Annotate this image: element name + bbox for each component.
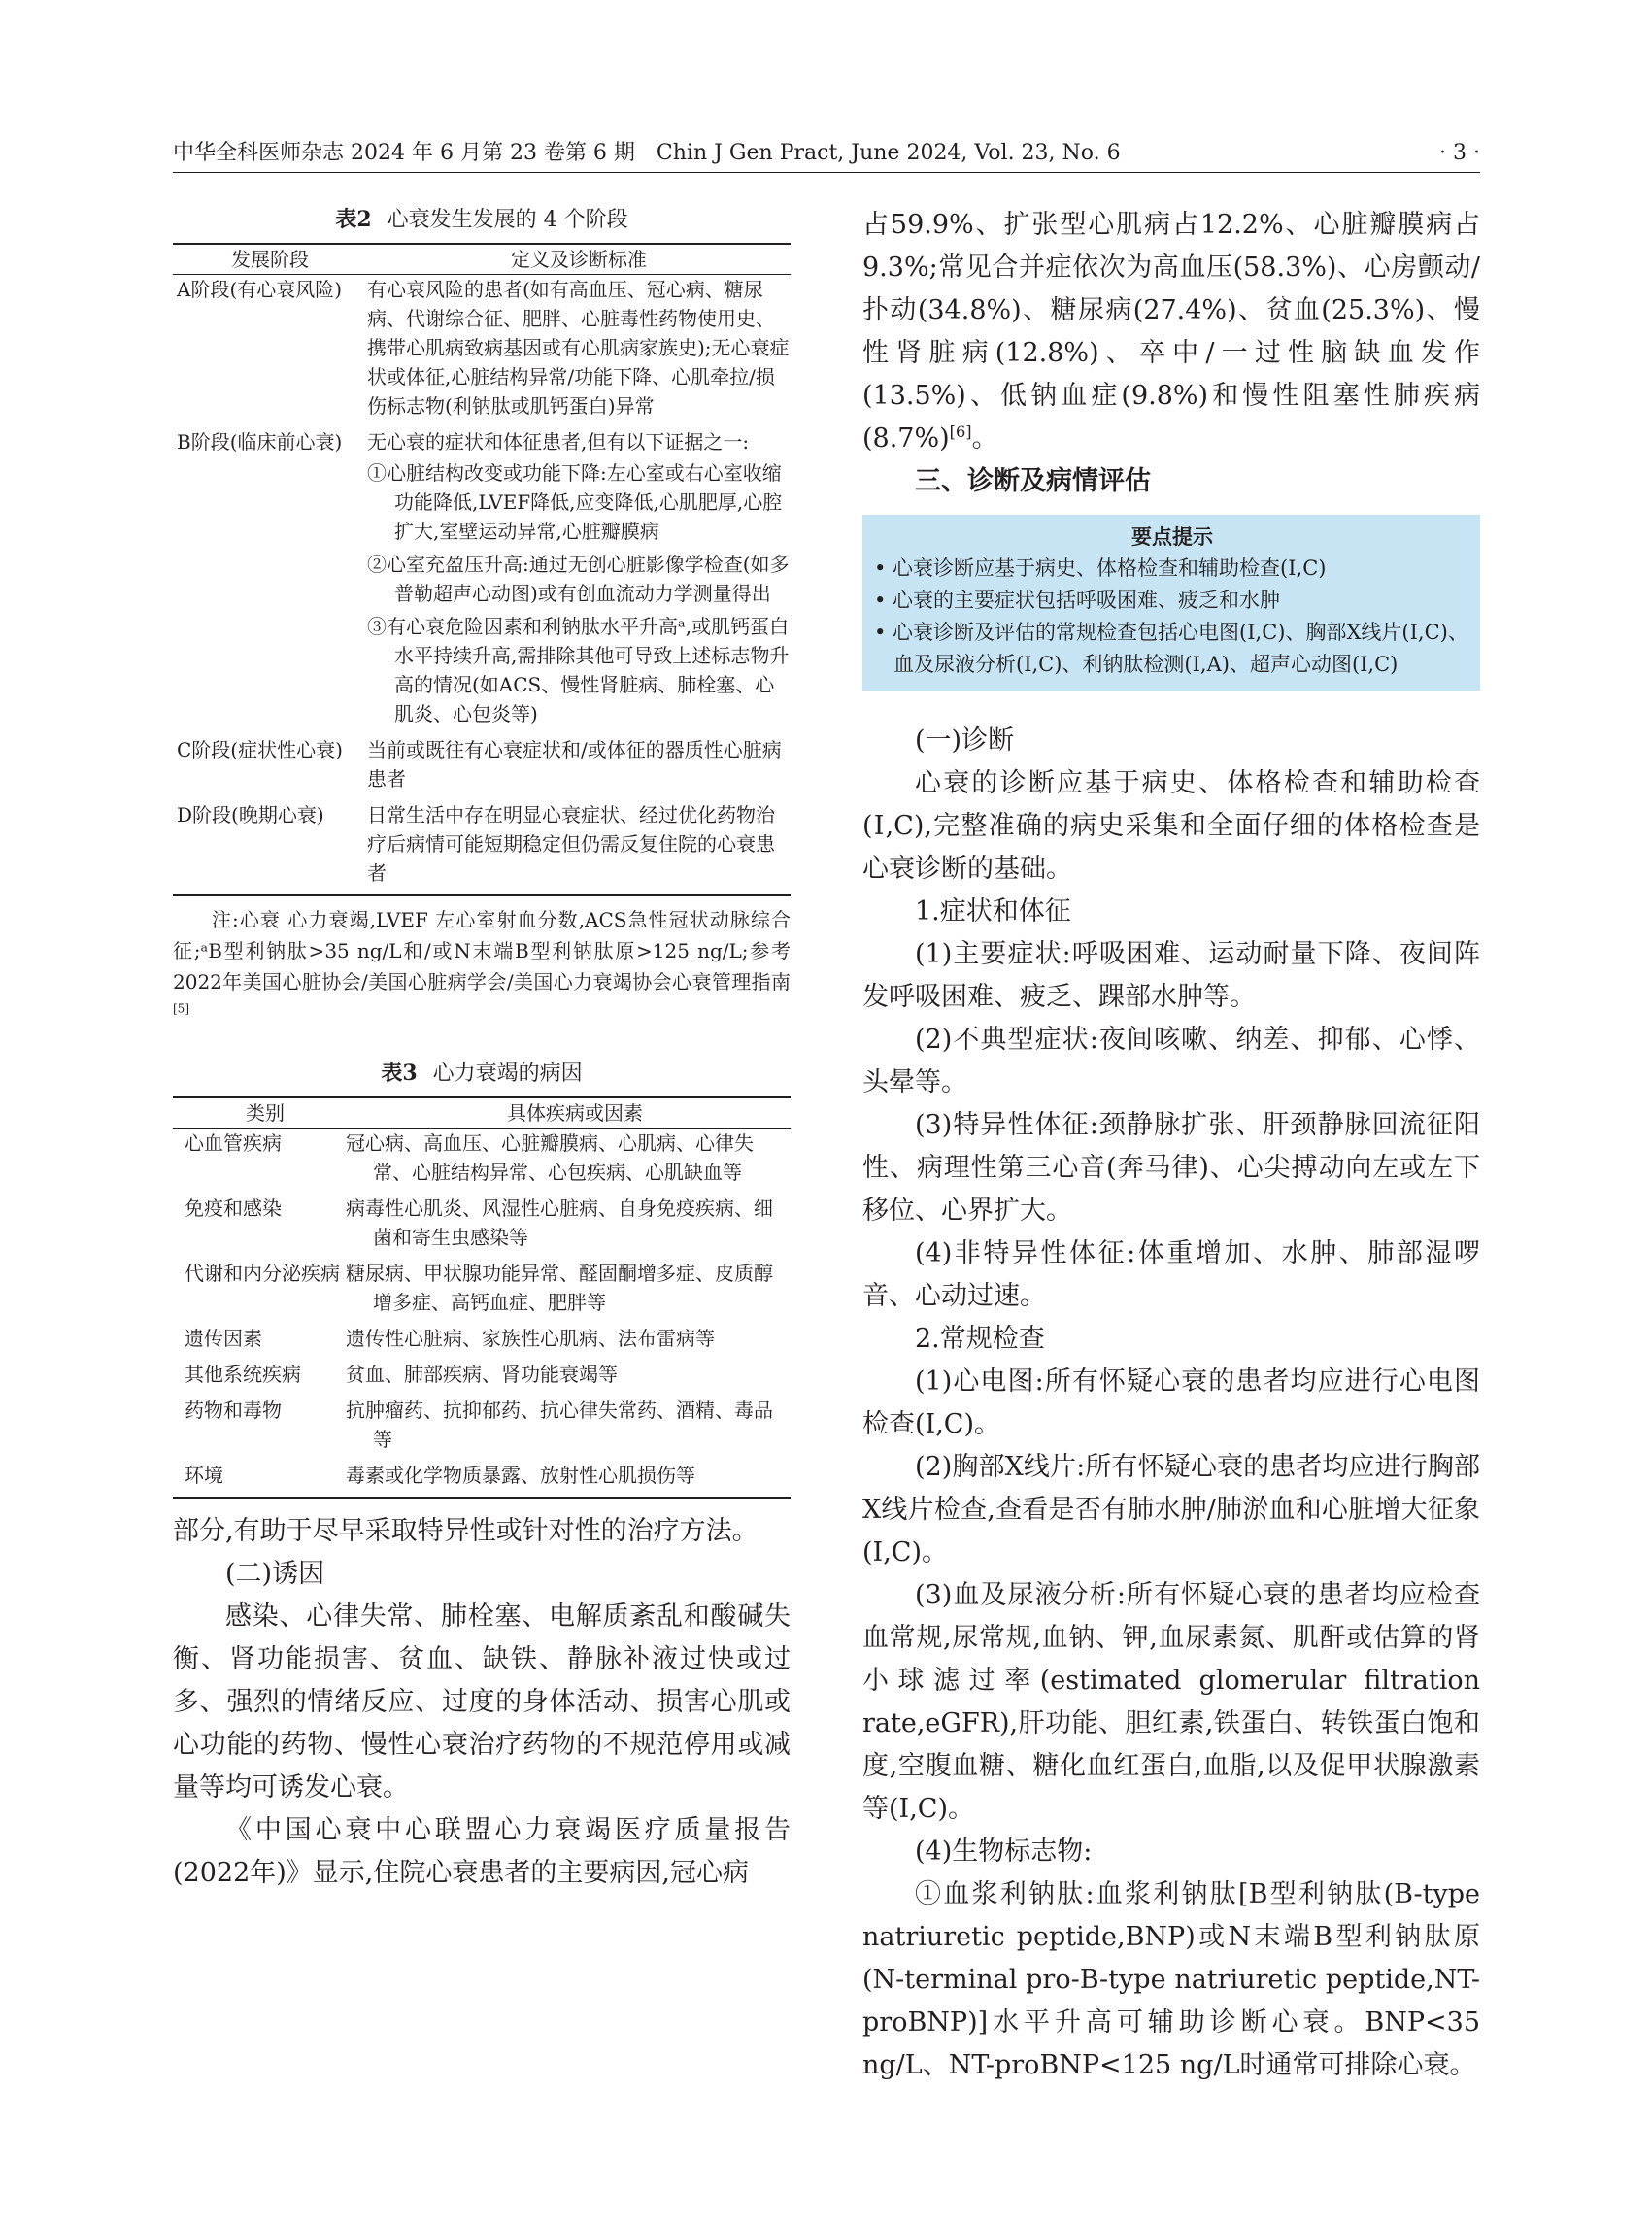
category-cell: 免疫和感染 [185,1197,282,1220]
paragraph: (1)心电图:所有怀疑心衰的患者均应进行心电图检查(Ⅰ,C)。 [862,1366,1480,1439]
criterion: ③有心衰危险因素和利钠肽水平升高ᵃ,或肌钙蛋白水平持续升高,需排除其他可导致上述标志物升高的情况(如ACS、慢性肾脏病、肺栓塞、心肌炎、心包炎等) [367,615,790,725]
category-cell: 遗传因素 [185,1327,262,1350]
table2-caption [173,204,791,243]
table2-note [173,904,791,1028]
paragraph: (2)不典型症状:夜间咳嗽、纳差、抑郁、心悸、头晕等。 [862,1025,1480,1097]
definition-cell: 日常生活中存在明显心衰症状、经过优化药物治疗后病情可能短期稳定但仍需反复住院的心衰患者 [367,803,775,885]
category-cell: 药物和毒物 [185,1399,282,1422]
paragraph: (2)胸部X线片:所有怀疑心衰的患者均应进行胸部X线片检查,查看是否有肺水肿/肺淤血和心脏增大征象(Ⅰ,C)。 [862,1452,1480,1568]
paragraph: (3)特异性体征:颈静脉扩张、肝颈静脉回流征阳性、病理性第三心音(奔马律)、心尖搏动向左或左下移位、心界扩大。 [862,1110,1480,1226]
table3-header [173,1098,791,1129]
subsection-heading: (一)诊断 [915,725,1015,756]
paragraph: (4)生物标志物: [915,1837,1093,1867]
items-cell: 冠心病、高血压、心脏瓣膜病、心肌病、心律失常、心脏结构异常、心包疾病、心肌缺血等 [346,1131,754,1184]
table3 [173,1096,791,1499]
stage-cell: A阶段(有心衰风险) [177,278,343,301]
table-row [173,1396,791,1454]
definition-cell: 有心衰风险的患者(如有高血压、冠心病、糖尿病、代谢综合征、肥胖、心脏毒性药物使用史、携带心肌病致病基因或有心肌病家族史);无心衰症状或体征,心脏结构异常/功能下降、心肌牵拉/损伤标志物(利钠肽或肌钙蛋白)异常 [367,278,790,418]
table2 [173,243,791,896]
category-cell: 环境 [185,1464,223,1487]
table2-title: 心衰发生发展的 4 个阶段 [387,208,628,232]
table3-col-category: 类别 [246,1101,285,1125]
table2-col-definition: 定义及诊断标准 [511,248,647,271]
left-column [173,204,791,1895]
key-point-item: • 心衰的主要症状包括呼吸困难、疲乏和水肿 [874,589,1281,612]
key-points-box [862,515,1480,691]
paragraph-text: 占59.9%、扩张型心肌病占12.2%、心脏瓣膜病占9.3%;常见合并症依次为高血压(58.3%)、心房颤动/扑动(34.8%)、糖尿病(27.4%)、贫血(25.3%)、慢性肾脏病(12.8%)、卒中/一过性脑缺血发作(13.5%)、低钠血症(9.8%)和慢性阻塞性肺疾病(8.7%) [862,210,1480,454]
category-cell: 心血管疾病 [185,1131,282,1155]
category-cell: 代谢和内分泌疾病 [185,1262,340,1285]
stage-cell: B阶段(临床前心衰) [177,430,343,454]
table-row [173,735,791,793]
paragraph: 心衰的诊断应基于病史、体格检查和辅助检查(Ⅰ,C),完整准确的病史采集和全面仔细的体格检查是心衰诊断的基础。 [862,768,1480,884]
paragraph: 部分,有助于尽早采取特异性或针对性的治疗方法。 [173,1516,759,1546]
right-body-text-2 [862,720,1480,2087]
section-heading: 三、诊断及病情评估 [915,466,1151,496]
table-row [173,427,791,728]
paragraph-end: 。 [971,423,998,454]
items-cell: 遗传性心脏病、家族性心肌病、法布雷病等 [346,1327,715,1350]
journal-citation: 中华全科医师杂志 2024 年 6 月第 23 卷第 6 期 Chin J Gen Pract, June 2024, Vol. 23, No. 6 [173,141,1121,165]
items-cell: 糖尿病、甲状腺功能异常、醛固酮增多症、皮质醇增多症、高钙血症、肥胖等 [346,1262,773,1314]
table3-col-items: 具体疾病或因素 [507,1101,643,1125]
table2-note-text: 注:心衰 心力衰竭,LVEF 左心室射血分数,ACS急性冠状动脉综合征;ᵃB型利钠肽>35 ng/L和/或N末端B型利钠肽原>125 ng/L;参考2022年美国心脏协会/美国心脏病学会/美国心力衰竭协会心衰管理指南 [173,908,791,994]
table-row [173,275,791,421]
table-row [173,1194,791,1252]
table2-note-ref: [5] [173,1001,189,1016]
key-points-title: 要点提示 [1131,524,1213,549]
paragraph: (3)血及尿液分析:所有怀疑心衰的患者均应检查血常规,尿常规,血钠、钾,血尿素氮、肌酐或估算的肾小球滤过率(estimated glomerular filtration rate,eGFR),肝功能、胆红素,铁蛋白、转铁蛋白饱和度,空腹血糖、糖化血红蛋白,血脂,以及促甲状腺激素等(Ⅰ,C)。 [862,1580,1480,1824]
subsection-heading: 1.症状和体征 [915,896,1071,927]
criterion: ②心室充盈压升高:通过无创心脏影像学检查(如多普勒超声心动图)或有创血流动力学测量得出 [367,553,790,605]
definition-cell [367,427,791,728]
items-cell: 抗肿瘤药、抗抑郁药、抗心律失常药、酒精、毒品等 [346,1399,773,1451]
right-body-text [862,204,1480,503]
items-cell: 毒素或化学物质暴露、放射性心肌损伤等 [346,1464,695,1487]
table3-title: 心力衰竭的病因 [432,1062,583,1086]
table2-number: 表2 [335,207,372,232]
table-row [173,800,791,888]
paragraph [862,204,1480,460]
key-point-item: • 心衰诊断及评估的常规检查包括心电图(Ⅰ,C)、胸部X线片(Ⅰ,C)、血及尿液分析(Ⅰ,C)、利钠肽检测(Ⅰ,A)、超声心动图(Ⅰ,C) [874,621,1468,676]
definition-lead: 无心衰的症状和体征患者,但有以下证据之一: [367,430,750,454]
stage-cell: D阶段(晚期心衰) [177,803,324,826]
stage-cell: C阶段(症状性心衰) [177,738,343,761]
table3-number: 表3 [381,1061,418,1086]
paragraph: (1)主要症状:呼吸困难、运动耐量下降、夜间阵发呼吸困难、疲乏、踝部水肿等。 [862,939,1480,1012]
category-cell: 其他系统疾病 [185,1363,301,1386]
table3-caption [173,1058,791,1096]
table2-col-stage: 发展阶段 [231,248,309,271]
table-row [173,1360,791,1389]
criterion: ①心脏结构改变或功能下降:左心室或右心室收缩功能降低,LVEF降低,应变降低,心肌肥厚,心腔扩大,室壁运动异常,心脏瓣膜病 [367,461,783,543]
items-cell: 病毒性心肌炎、风湿性心脏病、自身免疫疾病、细菌和寄生虫感染等 [346,1197,773,1249]
paragraph: 感染、心律失常、肺栓塞、电解质紊乱和酸碱失衡、肾功能损害、贫血、缺铁、静脉补液过快或过多、强烈的情绪反应、过度的身体活动、损害心肌或心功能的药物、慢性心衰治疗药物的不规范停用或减量等均可诱发心衰。 [173,1601,791,1803]
table-row [173,1259,791,1317]
subsection-heading: (二)诱因 [225,1559,325,1589]
page-number: · 3 · [1439,141,1480,165]
paragraph: ①血浆利钠肽:血浆利钠肽[B型利钠肽(B-type natriuretic peptide,BNP)或N末端B型利钠肽原(N-terminal pro-B-type natriuretic peptide,NT-proBNP)]水平升高可辅助诊断心衰。BNP<35 ng/L、NT-proBNP<125 ng/L时通常可排除心衰。 [862,1879,1480,2080]
citation-ref: [6] [949,422,972,441]
items-cell: 贫血、肺部疾病、肾功能衰竭等 [346,1363,618,1386]
definition-cell: 当前或既往有心衰症状和/或体征的器质性心脏病患者 [367,738,782,791]
left-body-text [173,1510,791,1895]
table-row [173,1324,791,1353]
running-header [173,139,1480,173]
paragraph: 《中国心衰中心联盟心力衰竭医疗质量报告(2022年)》显示,住院心衰患者的主要病因,冠心病 [173,1815,791,1888]
subsection-heading: 2.常规检查 [915,1324,1045,1354]
right-column [862,204,1480,2087]
key-point-item: • 心衰诊断应基于病史、体格检查和辅助检查(Ⅰ,C) [874,556,1327,580]
table-row [173,1461,791,1490]
table-row [173,1129,791,1187]
paragraph: (4)非特异性体征:体重增加、水肿、肺部湿啰音、心动过速。 [862,1238,1480,1311]
table2-header [173,245,791,275]
